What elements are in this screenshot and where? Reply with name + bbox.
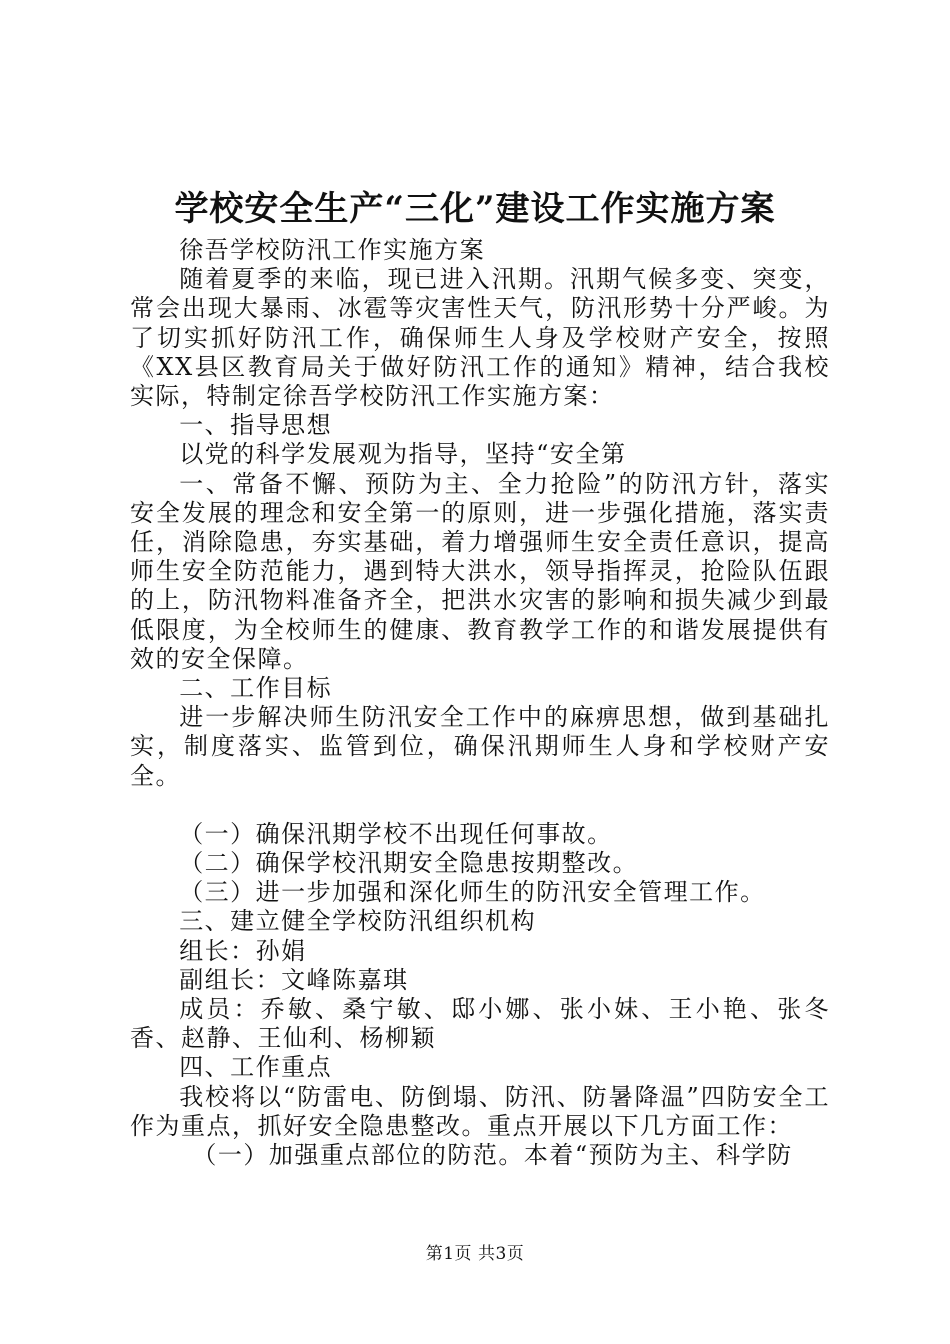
paragraph-guidance-body: 一、常备不懈、预防为主、全力抢险”的防汛方针，落实安全发展的理念和安全第一的原则，进一步强化措施，落实责任，消除隐患，夯实基础，着力增强师生安全责任意识，提高师生安全防范能力，遇到特大洪水，领导指挥灵，抢险队伍跟的上，防汛物料准备齐全，把洪水灾害的影响和损失减少到最低限度，为全校师生的健康、教育教学工作的和谐发展提供有效的安全保障。 <box>130 469 830 673</box>
heading-organization: 三、建立健全学校防汛组织机构 <box>179 907 537 936</box>
paragraph-work-goals: 进一步解决师生防汛安全工作中的麻痹思想，做到基础扎实，制度落实、监管到位，确保汛期师生人身和学校财产安全。 <box>130 703 830 790</box>
page-number-footer: 第1页 共3页 <box>425 1244 525 1264</box>
blank-line <box>130 791 830 820</box>
goal-item-1: （一）确保汛期学校不出现任何事故。 <box>179 819 613 848</box>
heading-guiding-thought: 一、指导思想 <box>179 411 333 440</box>
deputy-leader: 副组长：文峰陈嘉琪 <box>179 965 409 994</box>
goal-item-2: （二）确保学校汛期安全隐患按期整改。 <box>179 849 639 878</box>
focus-item-1: （一）加强重点部位的防范。本着“预防为主、科学防 <box>192 1141 793 1170</box>
section-subtitle: 徐吾学校防汛工作实施方案 <box>179 236 486 264</box>
team-members: 成员：乔敏、桑宁敏、邸小娜、张小妹、王小艳、张冬香、赵静、王仙利、杨柳颖 <box>130 995 830 1053</box>
intro-paragraph: 随着夏季的来临，现已进入汛期。汛期气候多变、突变，常会出现大暴雨、冰雹等灾害性天气，防汛形势十分严峻。为了切实抓好防汛工作，确保师生人身及学校财产安全，按照《XX县区教育局关于做好防汛工作的通知》精神，结合我校实际，特制定徐吾学校防汛工作实施方案： <box>130 265 830 411</box>
heading-work-goals: 二、工作目标 <box>179 674 333 703</box>
document-body <box>130 236 830 1170</box>
paragraph-work-focus: 我校将以“防雷电、防倒塌、防汛、防暑降温”四防安全工作为重点，抓好安全隐患整改。重点开展以下几方面工作： <box>130 1082 830 1140</box>
goal-item-3: （三）进一步加强和深化师生的防汛安全管理工作。 <box>179 878 766 907</box>
paragraph-guidance-line: 以党的科学发展观为指导，坚持“安全第 <box>179 440 627 469</box>
team-leader: 组长：孙娟 <box>179 936 307 965</box>
heading-work-focus: 四、工作重点 <box>179 1053 333 1082</box>
document-title: 学校安全生产“三化”建设工作实施方案 <box>174 189 776 229</box>
